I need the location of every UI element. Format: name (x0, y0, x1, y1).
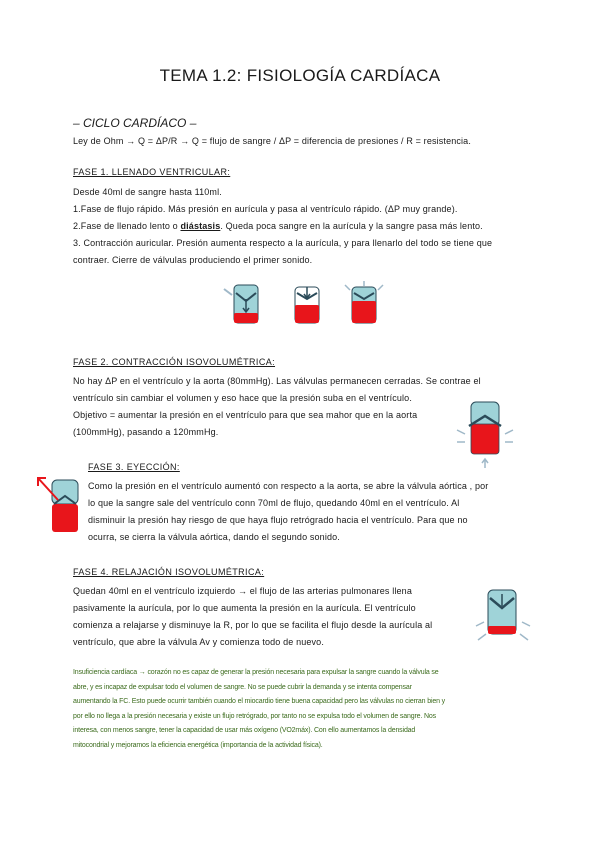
fase2-line: ventrículo sin cambiar el volumen y eso hace que la presión suba en el ventrículo. (73, 393, 412, 403)
diastasis-term: diástasis (180, 221, 221, 231)
fase4-line: pasivamente la aurícula, por lo que aumenta la presión en la aurícula. El ventrículo (73, 603, 416, 613)
note-line: abre, y es incapaz de expulsar todo el volumen de sangre. No se puede cubrir la demanda y se intenta compensar (73, 683, 412, 691)
fase3-line: ocurra, se cierra la válvula aórtica, dando el segundo sonido. (88, 532, 340, 542)
fase3-heading: FASE 3. EYECCIÓN: (88, 462, 180, 472)
fase4-line: comienza a relajarse y disminuye la R, por lo que se facilita el flujo desde la aurícula al (73, 620, 433, 630)
fase1-line: Desde 40ml de sangre hasta 110ml. (73, 187, 222, 197)
heart-illustration-isovolumetric-relaxation (474, 586, 532, 644)
fase3-line: Como la presión en el ventrículo aumentó con respecto a la aorta, se abre la válvula aórtica , por (88, 481, 489, 491)
fase1-line: 3. Contracción auricular. Presión aumenta respecto a la aurícula, y para llenarlo del todo se tiene que (73, 238, 493, 248)
page-title: TEMA 1.2: FISIOLOGÍA CARDÍACA (159, 66, 441, 85)
insuficiencia-note (73, 666, 533, 753)
ohm-law-line: Ley de Ohm → Q = ΔP/R → Q = flujo de sangre / ΔP = diferencia de presiones / R = resistencia. (73, 136, 471, 146)
note-line: por ello no llega a la presión necesaria y existe un flujo retrógrado, por tanto no se expulsa todo el volumen de sangre. Nos (73, 712, 436, 720)
fase3-line: disminuir la presión hay riesgo de que haya flujo retrógrado hacia el ventrículo. Para que no (88, 515, 468, 525)
heart-illustration-isovolumetric-contraction (455, 396, 517, 470)
fase2-line: No hay ΔP en el ventrículo y la aorta (80mmHg). Las válvulas permanecen cerradas. Se contrae el (73, 376, 481, 386)
heart-illustration-rapid-fill (222, 283, 266, 328)
fase3-line: lo que la sangre sale del ventrículo conn 70ml de flujo, quedando 40ml en el ventrículo. Al (88, 498, 460, 508)
fase1-heading: FASE 1. LLENADO VENTRICULAR: (73, 167, 231, 177)
fase2-heading: FASE 2. CONTRACCIÓN ISOVOLUMÉTRICA: (73, 357, 276, 367)
fase1-line: contraer. Cierre de válvulas produciendo el primer sonido. (73, 255, 313, 265)
fase1-line-part: . Queda poca sangre en la aurícula y la sangre pasa más lento. (220, 221, 483, 231)
fase1-line (73, 219, 483, 234)
fase2-line: Objetivo = aumentar la presión en el ventrículo para que sea mahor que en la aorta (73, 410, 418, 420)
note-line: interesa, con menos sangre, tener la capacidad de usar más oxígeno (VO2máx). Con ello aumentamos la densidad (73, 727, 416, 734)
heart-illustration-atrial-contraction (342, 281, 386, 329)
note-line: mitocondrial y mejoramos la eficiencia energética (importancia de la actividad física). (73, 741, 323, 749)
fase4-line: ventrículo, que abre la válvula Av y comienza todo de nuevo. (73, 637, 324, 647)
fase2-line: (100mmHg), pasando a 120mmHg. (73, 427, 219, 437)
fase1-line: 1.Fase de flujo rápido. Más presión en aurícula y pasa al ventrículo rápido. (ΔP muy grande). (73, 204, 458, 214)
fase1-line-part: 2.Fase de llenado lento o (73, 221, 181, 231)
note-line: aumentando la FC. Esto puede ocurrir también cuando el miocardio tiene buena capacidad pero las válvulas no cierran bien y (73, 698, 445, 705)
heart-illustration-ejection (34, 474, 86, 536)
note-line: Insuficiencia cardíaca → corazón no es capaz de generar la presión necesaria para expulsar la sangre cuando la válvula se (73, 669, 439, 676)
section-title: – CICLO CARDÍACO – (73, 116, 197, 130)
fase4-heading: FASE 4. RELAJACIÓN ISOVOLUMÉTRICA: (73, 567, 265, 577)
fase4-line: Quedan 40ml en el ventrículo izquierdo → el flujo de las arterias pulmonares llena (73, 586, 412, 596)
heart-illustration-diastasis (287, 283, 327, 328)
